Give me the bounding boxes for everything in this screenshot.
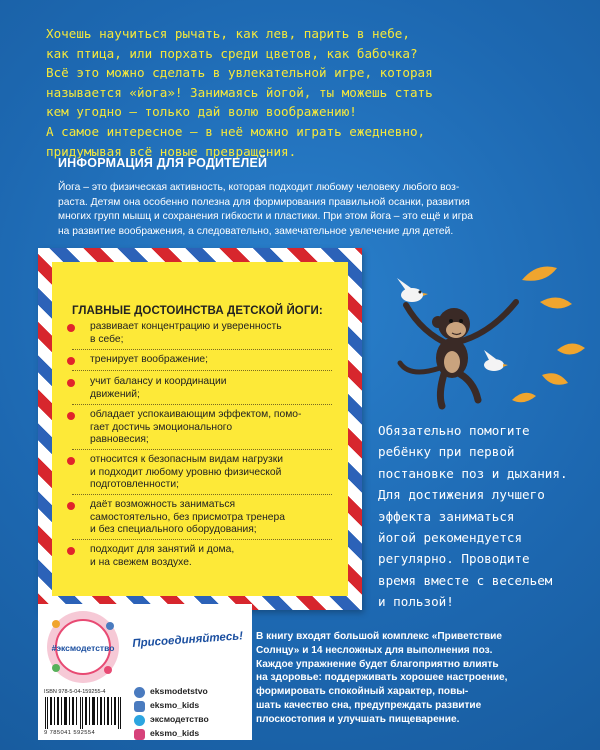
barcode: [44, 697, 122, 729]
bullet-icon: [67, 324, 75, 332]
book-contents-text: В книгу входят большой комплекс «Приветствие Солнцу» и 14 несложных для выполнения поз. Каждое упражнение будет благоприятно влиять на здоровье: поддерживать хорошее настроение, формировать спокойный характер, повы- шать качество сна, предупреждать развитие плоскостопия и улучшать пищеварение.: [256, 631, 508, 725]
instagram-icon: [134, 729, 145, 740]
benefits-airmail-frame: [38, 248, 362, 610]
parents-advice: Обязательно помогите ребёнку при первой постановке поз и дыхания. Для достижения лучшего эффекта заниматься йогой рекомендуется регулярно. Проводите время вместе с весельем и пользой!: [378, 423, 568, 610]
isbn-label: ISBN 978-5-04-159255-4: [44, 689, 106, 695]
divider: [72, 404, 332, 405]
logo-text: #эксмодетство: [51, 643, 115, 653]
vk-icon: [134, 701, 145, 712]
divider: [72, 539, 332, 540]
bullet-icon: [67, 412, 75, 420]
bullet-icon: [67, 357, 75, 365]
publisher-promo-block: #эксмодетство Присоединяйтесь! ISBN 978-5-04-159255-4 9 785041 592554 eksmodetstvo eksmo_kids эксмодетство eksmo_kids: [38, 604, 252, 740]
bullet-icon: [67, 457, 75, 465]
bullet-icon: [67, 547, 75, 555]
bird-icon: [397, 278, 428, 302]
divider: [72, 449, 332, 450]
benefits-title: ГЛАВНЫЕ ДОСТОИНСТВА ДЕТСКОЙ ЙОГИ:: [72, 305, 323, 317]
bullet-icon: [67, 502, 75, 510]
chat-icon: [134, 715, 145, 726]
bullet-icon: [67, 379, 75, 387]
parents-info-title: ИНФОРМАЦИЯ ДЛЯ РОДИТЕЛЕЙ: [58, 156, 268, 170]
leaf-icon: [512, 267, 585, 403]
monkey-illustration: [372, 250, 590, 410]
divider: [72, 494, 332, 495]
promo-slogan: Присоединяйтесь!: [132, 630, 244, 650]
divider: [72, 370, 332, 371]
parents-info-text: Йога – это физическая активность, которая подходит любому человеку любого воз- раста. Детям она особенно полезна для формирования правильной осанки, развития многих групп мышц и сохранения гибкости и пластики. При этом йога – это ещё и игра на развитие воображения, а следовательно, замечательное увлечение для детей.: [58, 182, 473, 237]
divider: [72, 349, 332, 350]
barcode-number: 9 785041 592554: [44, 730, 96, 736]
intro-paragraph: Хочешь научиться рычать, как лев, парить в небе, как птица, или порхать среди цветов, как бабочка? Всё это можно сделать в увлекательной игре, которая называется «йога»! Занимаясь йогой, ты можешь стать кем угодно – только дай волю воображению! А самое интересное – в неё можно играть ежедневно, придумывая всё новые превращения.: [46, 26, 433, 159]
publisher-logo: [42, 608, 124, 686]
benefits-card: ГЛАВНЫЕ ДОСТОИНСТВА ДЕТСКОЙ ЙОГИ: развивает концентрацию и уверенность в себе; тренирует воображение; учит балансу и координации движений; обладает успокаивающим эффектом, помо- гает достичь эмоционального равновесия; относится к безопасным видам нагрузки и подходит любому уровню физической подготовленности; даёт возможность заниматься самостоятельно, без присмотра тренера и без специального оборудования; подходит для занятий и дома, и на свежем воздухе.: [52, 262, 348, 596]
bird-icon: [484, 350, 508, 371]
globe-icon: [134, 687, 145, 698]
monkey-figure: [400, 302, 516, 406]
